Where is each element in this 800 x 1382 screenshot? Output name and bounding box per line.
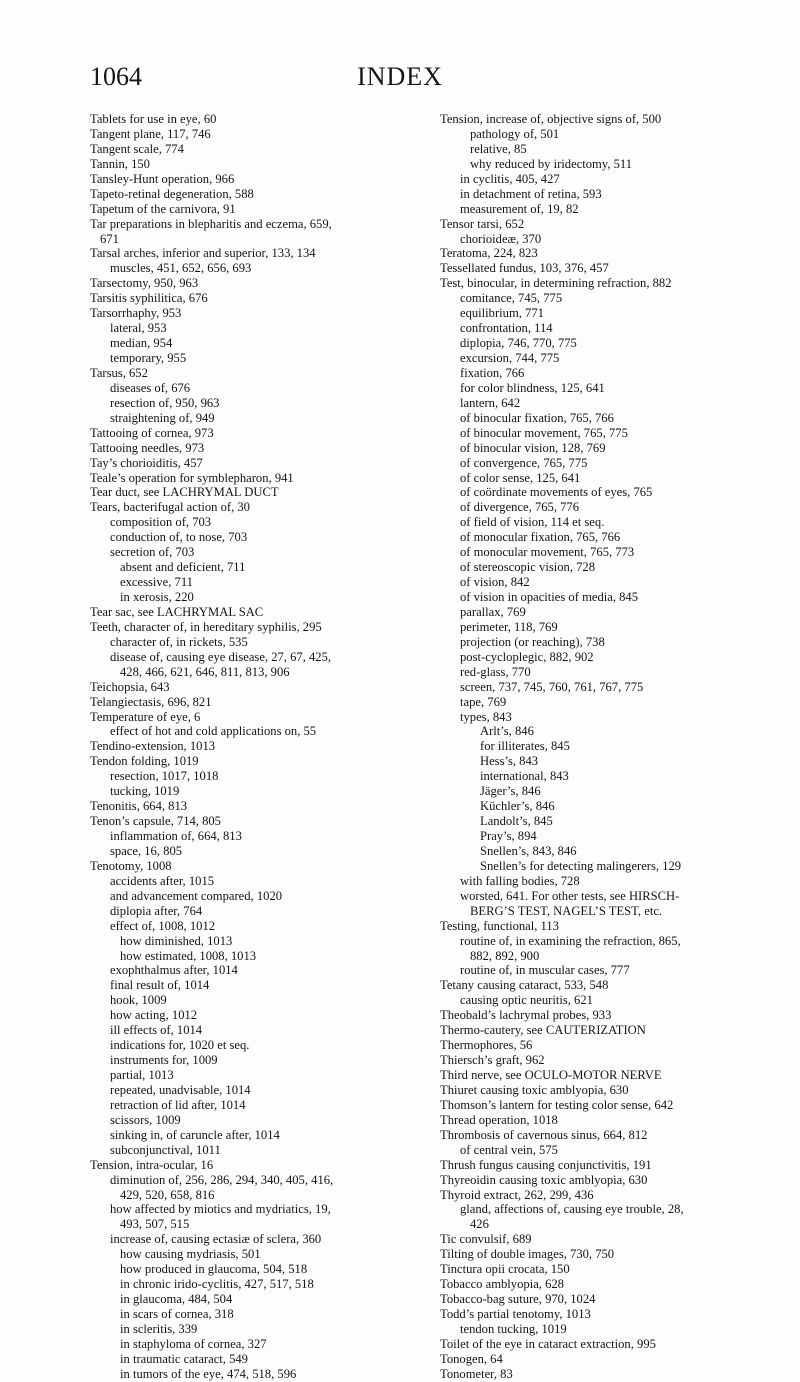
index-entry: Tinctura opii crocata, 150 bbox=[440, 1262, 570, 1277]
index-entry: pathology of, 501 bbox=[470, 126, 560, 141]
index-entry: for illiterates, 845 bbox=[480, 739, 570, 754]
index-entry: Tic convulsif, 689 bbox=[440, 1232, 532, 1247]
index-entry: with falling bodies, 728 bbox=[460, 873, 580, 888]
index-entry: types, 843 bbox=[460, 709, 512, 724]
index-entry: Tension, increase of, objective signs of, 500 bbox=[440, 112, 662, 126]
index-entry: Tension, intra-ocular, 16 bbox=[90, 1157, 214, 1172]
index-entry: repeated, unadvisable, 1014 bbox=[110, 1082, 251, 1097]
index-entry: in scars of cornea, 318 bbox=[120, 1307, 234, 1321]
index-entry: in scleritis, 339 bbox=[120, 1321, 198, 1336]
index-entry: of field of vision, 114 et seq. bbox=[460, 515, 605, 530]
index-entry: Tattooing of cornea, 973 bbox=[90, 425, 214, 440]
index-entry: tape, 769 bbox=[460, 694, 507, 709]
index-entry: of vision in opacities of media, 845 bbox=[460, 590, 639, 604]
index-entry: of binocular movement, 765, 775 bbox=[460, 425, 628, 440]
index-entry: Thermophores, 56 bbox=[440, 1038, 533, 1053]
index-entry: Tenotomy, 1008 bbox=[90, 858, 172, 873]
index-entry: Tobacco amblyopia, 628 bbox=[440, 1277, 564, 1292]
index-entry: in staphyloma of cornea, 327 bbox=[120, 1336, 267, 1351]
index-entry: retraction of lid after, 1014 bbox=[110, 1097, 246, 1112]
index-entry: for color blindness, 125, 641 bbox=[460, 380, 605, 395]
index-entry: Telangiectasis, 696, 821 bbox=[90, 694, 212, 709]
index-entry: Tendino-extension, 1013 bbox=[90, 739, 216, 754]
index-entry: Teale’s operation for symblepharon, 941 bbox=[90, 470, 294, 485]
index-entry: how acting, 1012 bbox=[110, 1008, 198, 1023]
index-entry: subconjunctival, 1011 bbox=[110, 1142, 221, 1157]
index-entry: Teeth, character of, in hereditary syphilis, 295 bbox=[90, 619, 322, 634]
index-entry: in detachment of retina, 593 bbox=[460, 186, 602, 201]
index-entry: comitance, 745, 775 bbox=[460, 291, 563, 306]
index-entry: exophthalmus after, 1014 bbox=[110, 963, 238, 978]
index-entry: Thyroid extract, 262, 299, 436 bbox=[440, 1187, 594, 1202]
index-entry: diplopia, 746, 770, 775 bbox=[460, 336, 577, 351]
index-entry: 493, 507, 515 bbox=[120, 1217, 190, 1232]
index-entry: Snellen’s for detecting malingerers, 129 bbox=[480, 858, 682, 873]
index-entry: in glaucoma, 484, 504 bbox=[120, 1292, 233, 1307]
index-entry: tendon tucking, 1019 bbox=[460, 1321, 567, 1336]
index-entry: Tannin, 150 bbox=[90, 156, 150, 171]
index-entry: Tenonitis, 664, 813 bbox=[90, 799, 188, 814]
index-entry: Tonogen, 64 bbox=[440, 1351, 503, 1366]
index-entry: projection (or reaching), 738 bbox=[460, 634, 605, 649]
index-entry: why reduced by iridectomy, 511 bbox=[470, 156, 633, 171]
index-entry: perimeter, 118, 769 bbox=[460, 619, 558, 634]
index-entry: effect of, 1008, 1012 bbox=[110, 918, 216, 933]
index-entry: Tonometer, 83 bbox=[440, 1366, 513, 1381]
index-entry: resection, 1017, 1018 bbox=[110, 769, 219, 784]
index-entry: Toilet of the eye in cataract extraction, 995 bbox=[440, 1336, 656, 1351]
index-entry: 428, 466, 621, 646, 811, 813, 906 bbox=[120, 664, 290, 679]
index-entry: of central vein, 575 bbox=[460, 1142, 558, 1157]
index-entry: relative, 85 bbox=[470, 141, 527, 156]
index-entry: Third nerve, see OCULO-MOTOR NERVE bbox=[440, 1068, 662, 1082]
index-entry: partial, 1013 bbox=[110, 1068, 174, 1082]
index-entry: Thread operation, 1018 bbox=[440, 1112, 558, 1127]
index-entry: Tobacco-bag suture, 970, 1024 bbox=[440, 1292, 596, 1307]
index-entry: of monocular fixation, 765, 766 bbox=[460, 530, 621, 545]
index-entry: Thrush fungus causing conjunctivitis, 191 bbox=[440, 1157, 652, 1172]
index-entry: measurement of, 19, 82 bbox=[460, 201, 579, 216]
index-entry: of stereoscopic vision, 728 bbox=[460, 560, 596, 575]
index-entry: resection of, 950, 963 bbox=[110, 395, 220, 410]
index-entry: 882, 892, 900 bbox=[470, 948, 540, 963]
index-entry: of coördinate movements of eyes, 765 bbox=[460, 485, 653, 500]
index-entry: routine of, in examining the refraction, 865, bbox=[460, 933, 681, 948]
index-entry: Temperature of eye, 6 bbox=[90, 709, 201, 724]
index-entry: muscles, 451, 652, 656, 693 bbox=[110, 261, 252, 276]
index-entry: diplopia after, 764 bbox=[110, 903, 203, 918]
index-entry: Teratoma, 224, 823 bbox=[440, 246, 538, 261]
index-entry: of binocular vision, 128, 769 bbox=[460, 440, 606, 455]
index-entry: Landolt’s, 845 bbox=[480, 814, 553, 829]
index-entry: effect of hot and cold applications on, 55 bbox=[110, 724, 317, 739]
index-column-right bbox=[440, 112, 790, 1382]
index-entry: Tapetum of the carnivora, 91 bbox=[90, 201, 236, 216]
index-entry: and advancement compared, 1020 bbox=[110, 888, 283, 903]
index-entry: tucking, 1019 bbox=[110, 784, 180, 799]
index-entry: conduction of, to nose, 703 bbox=[110, 530, 248, 545]
index-entry: composition of, 703 bbox=[110, 515, 212, 530]
index-entry: Pray’s, 894 bbox=[480, 829, 537, 843]
index-entry: Arlt’s, 846 bbox=[480, 724, 534, 739]
index-entry: lateral, 953 bbox=[110, 321, 167, 336]
index-entry: Hess’s, 843 bbox=[480, 754, 539, 769]
index-entry: space, 16, 805 bbox=[110, 843, 183, 858]
index-entry: increase of, causing ectasiæ of sclera, 360 bbox=[110, 1232, 322, 1247]
index-entry: inflammation of, 664, 813 bbox=[110, 829, 242, 843]
index-entry: temporary, 955 bbox=[110, 351, 187, 365]
index-entry: excessive, 711 bbox=[120, 575, 193, 590]
index-entry: final result of, 1014 bbox=[110, 978, 210, 993]
index-entry: how affected by miotics and mydriatics, 19, bbox=[110, 1202, 331, 1217]
index-entry: Tarsal arches, inferior and superior, 133, 134 bbox=[90, 246, 316, 261]
index-entry: how estimated, 1008, 1013 bbox=[120, 948, 257, 963]
index-entry: chorioideæ, 370 bbox=[460, 231, 542, 246]
index-entry: instruments for, 1009 bbox=[110, 1053, 218, 1068]
index-entry: Tarsectomy, 950, 963 bbox=[90, 276, 199, 291]
index-entry: Theobald’s lachrymal probes, 933 bbox=[440, 1008, 612, 1023]
index-entry: Thyreoidin causing toxic amblyopia, 630 bbox=[440, 1172, 648, 1187]
index-entry: screen, 737, 745, 760, 761, 767, 775 bbox=[460, 679, 644, 694]
index-entry: Tansley-Hunt operation, 966 bbox=[90, 171, 235, 186]
index-entry: Teichopsia, 643 bbox=[90, 679, 170, 694]
index-entry: routine of, in muscular cases, 777 bbox=[460, 963, 630, 978]
index-entry: post-cycloplegic, 882, 902 bbox=[460, 649, 594, 664]
index-entry: Tablets for use in eye, 60 bbox=[90, 112, 217, 126]
index-entry: Thrombosis of cavernous sinus, 664, 812 bbox=[440, 1127, 648, 1142]
index-entry: Tangent scale, 774 bbox=[90, 141, 184, 156]
index-entry: fixation, 766 bbox=[460, 365, 525, 380]
index-entry: red-glass, 770 bbox=[460, 664, 531, 679]
index-entry: of color sense, 125, 641 bbox=[460, 470, 581, 485]
index-entry: Todd’s partial tenotomy, 1013 bbox=[440, 1307, 591, 1321]
index-entry: Tessellated fundus, 103, 376, 457 bbox=[440, 261, 609, 276]
index-entry: of binocular fixation, 765, 766 bbox=[460, 410, 614, 425]
page-title: INDEX bbox=[357, 62, 443, 91]
index-entry: median, 954 bbox=[110, 336, 173, 351]
index-entry: straightening of, 949 bbox=[110, 410, 215, 425]
index-entry: Tetany causing cataract, 533, 548 bbox=[440, 978, 609, 993]
index-column-left bbox=[90, 112, 430, 1382]
index-entry: of vision, 842 bbox=[460, 575, 530, 590]
index-entry: Tapeto-retinal degeneration, 588 bbox=[90, 186, 254, 201]
index-entry: Thiersch’s graft, 962 bbox=[440, 1053, 545, 1068]
index-entry: of monocular movement, 765, 773 bbox=[460, 545, 635, 560]
index-entry: Küchler’s, 846 bbox=[480, 799, 555, 814]
index-entry: in tumors of the eye, 474, 518, 596 bbox=[120, 1366, 297, 1381]
index-entry: Tears, bacterifugal action of, 30 bbox=[90, 500, 250, 515]
index-entry: sinking in, of caruncle after, 1014 bbox=[110, 1127, 280, 1142]
index-entry: Tarsitis syphilitica, 676 bbox=[90, 291, 208, 306]
index-entry: Tensor tarsi, 652 bbox=[440, 216, 525, 231]
index-entry: BERG’S TEST, NAGEL’S TEST, etc. bbox=[470, 903, 663, 918]
index-entry: Thermo-cautery, see CAUTERIZATION bbox=[440, 1023, 646, 1038]
index-entry: Tarsus, 652 bbox=[90, 365, 148, 380]
index-entry: Tear sac, see LACHRYMAL SAC bbox=[90, 604, 264, 619]
index-entry: ill effects of, 1014 bbox=[110, 1023, 203, 1038]
index-entry: absent and deficient, 711 bbox=[120, 560, 246, 575]
index-entry: worsted, 641. For other tests, see HIRSCH- bbox=[460, 888, 680, 903]
index-entry: Testing, functional, 113 bbox=[440, 918, 559, 933]
index-entry: equilibrium, 771 bbox=[460, 306, 544, 321]
index-entry: hook, 1009 bbox=[110, 993, 167, 1008]
index-entry: parallax, 769 bbox=[460, 604, 526, 619]
index-entry: Tenon’s capsule, 714, 805 bbox=[90, 814, 221, 829]
index-entry: Tarsorrhaphy, 953 bbox=[90, 306, 182, 321]
index-entry: excursion, 744, 775 bbox=[460, 351, 560, 365]
index-entry: disease of, causing eye disease, 27, 67, 425, bbox=[110, 649, 332, 664]
index-entry: Tay’s chorioiditis, 457 bbox=[90, 455, 203, 470]
index-entry: Tendon folding, 1019 bbox=[90, 754, 199, 769]
index-entry: Tar preparations in blepharitis and eczema, 659, bbox=[90, 216, 332, 231]
index-entry: scissors, 1009 bbox=[110, 1112, 181, 1127]
index-entry: how diminished, 1013 bbox=[120, 933, 233, 948]
index-entry: Tangent plane, 117, 746 bbox=[90, 126, 211, 141]
index-entry: in chronic irido-cyclitis, 427, 517, 518 bbox=[120, 1277, 314, 1292]
index-entry: indications for, 1020 et seq. bbox=[110, 1038, 250, 1053]
index-entry: Jäger’s, 846 bbox=[480, 784, 541, 799]
index-entry: character of, in rickets, 535 bbox=[110, 634, 248, 649]
index-entry: confrontation, 114 bbox=[460, 321, 553, 336]
index-entry: Thiuret causing toxic amblyopia, 630 bbox=[440, 1082, 629, 1097]
index-entry: in xerosis, 220 bbox=[120, 590, 194, 604]
page-header bbox=[0, 62, 800, 92]
index-entry: lantern, 642 bbox=[460, 395, 521, 410]
index-entry: diseases of, 676 bbox=[110, 380, 191, 395]
index-entry: international, 843 bbox=[480, 769, 569, 784]
index-entry: Tear duct, see LACHRYMAL DUCT bbox=[90, 485, 279, 500]
index-entry: Tilting of double images, 730, 750 bbox=[440, 1247, 615, 1262]
index-entry: 426 bbox=[470, 1217, 489, 1232]
index-entry: how causing mydriasis, 501 bbox=[120, 1247, 261, 1262]
index-entry: 671 bbox=[100, 231, 119, 246]
index-entry: gland, affections of, causing eye trouble, 28, bbox=[460, 1202, 684, 1217]
index-entry: causing optic neuritis, 621 bbox=[460, 993, 593, 1008]
index-entry: of convergence, 765, 775 bbox=[460, 455, 588, 470]
index-entry: Test, binocular, in determining refraction, 882 bbox=[440, 276, 672, 291]
index-entry: 429, 520, 658, 816 bbox=[120, 1187, 215, 1202]
index-entry: secretion of, 703 bbox=[110, 545, 195, 560]
index-entry: in traumatic cataract, 549 bbox=[120, 1351, 248, 1366]
index-entry: in cyclitis, 405, 427 bbox=[460, 171, 560, 186]
index-entry: of divergence, 765, 776 bbox=[460, 500, 580, 515]
index-entry: Snellen’s, 843, 846 bbox=[480, 843, 577, 858]
index-entry: Thomson’s lantern for testing color sense, 642 bbox=[440, 1097, 674, 1112]
index-entry: diminution of, 256, 286, 294, 340, 405, 416, bbox=[110, 1172, 334, 1187]
index-entry: accidents after, 1015 bbox=[110, 873, 215, 888]
index-entry: how produced in glaucoma, 504, 518 bbox=[120, 1262, 308, 1277]
page-number: 1064 bbox=[90, 62, 142, 91]
index-entry: Tattooing needles, 973 bbox=[90, 440, 205, 455]
